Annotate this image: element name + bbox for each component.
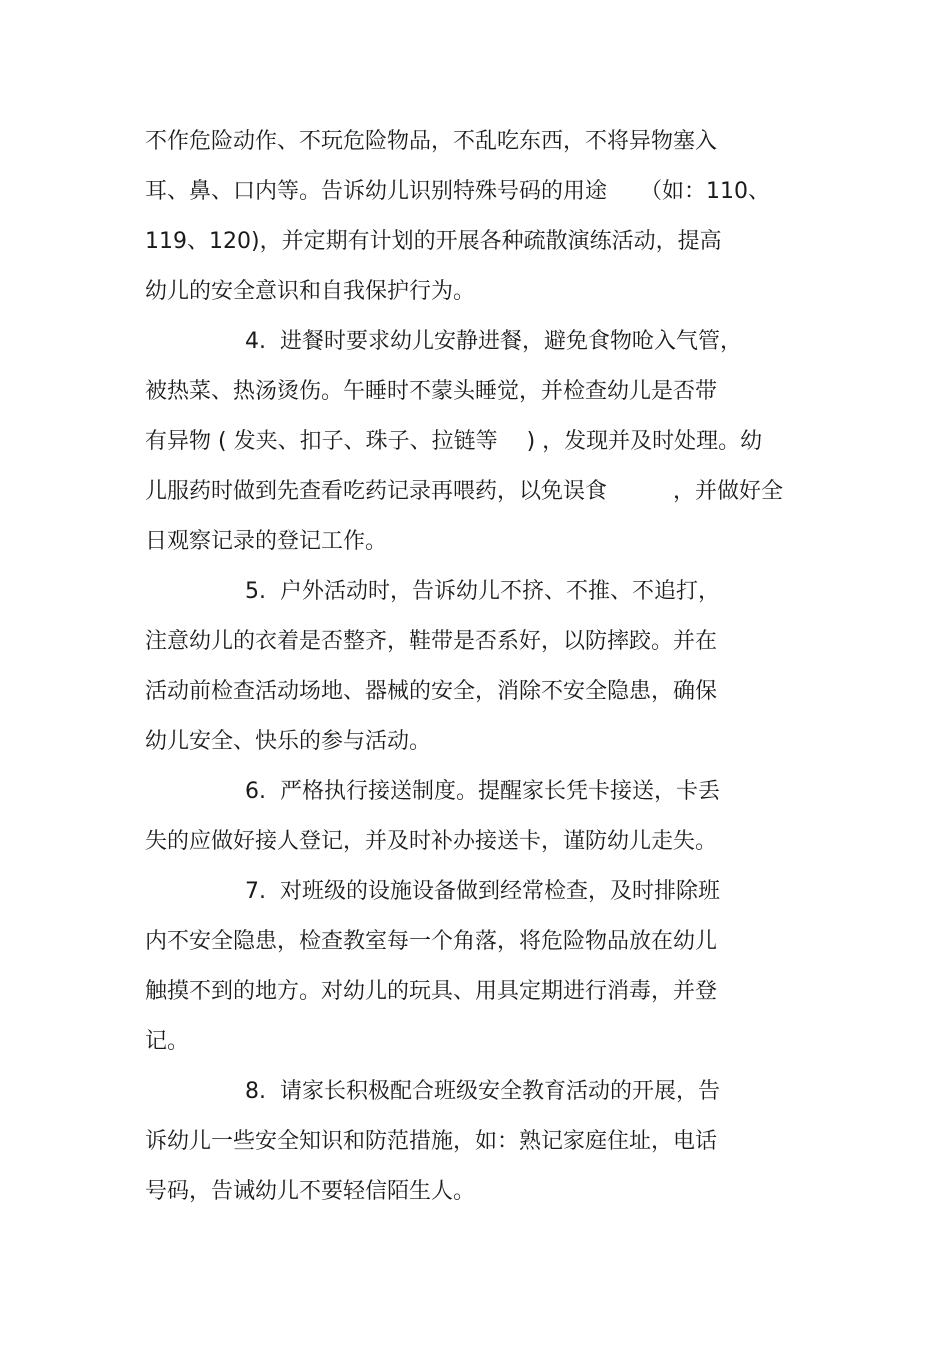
paragraph-line: 幼儿安全、快乐的参与活动。 (145, 729, 432, 754)
paragraph-line: 记。 (145, 1029, 190, 1054)
paragraph-line: 活动前检查活动场地、器械的安全，消除不安全隐患，确保 (145, 679, 718, 704)
paragraph-line: 被热菜、热汤烫伤。午睡时不蒙头睡觉，并检查幼儿是否带 (145, 379, 718, 404)
paragraph-line: 不作危险动作、不玩危险物品，不乱吃东西，不将异物塞入 (145, 129, 718, 154)
paragraph-line: 内不安全隐患，检查教室每一个角落，将危险物品放在幼儿 (145, 929, 718, 954)
paragraph-line: 失的应做好接人登记，并及时补办接送卡，谨防幼儿走失。 (145, 829, 718, 854)
paragraph-line: 号码，告诫幼儿不要轻信陌生人。 (145, 1179, 476, 1204)
paragraph-line: 日观察记录的登记工作。 (145, 529, 388, 554)
list-item-4: 4. 进餐时要求幼儿安静进餐，避免食物呛入气管， (245, 329, 742, 354)
list-item-7: 7. 对班级的设施设备做到经常检查，及时排除班 (245, 879, 720, 904)
paragraph-line: 119、120)，并定期有计划的开展各种疏散演练活动，提高 (145, 229, 722, 254)
list-item-6: 6. 严格执行接送制度。提醒家长凭卡接送，卡丢 (245, 779, 720, 804)
paragraph-line: 诉幼儿一些安全知识和防范措施，如：熟记家庭住址，电话 (145, 1129, 718, 1154)
paragraph-line: 有异物 ( 发夹、扣子、珠子、拉链等 ) ，发现并及时处理。幼 (145, 429, 763, 454)
paragraph-line: 注意幼儿的衣着是否整齐，鞋带是否系好，以防摔跤。并在 (145, 629, 718, 654)
paragraph-line: 耳、鼻、口内等。告诉幼儿识别特殊号码的用途 （如：110、 (145, 179, 770, 204)
paragraph-line: 幼儿的安全意识和自我保护行为。 (145, 279, 476, 304)
list-item-5: 5. 户外活动时，告诉幼儿不挤、不推、不追打， (245, 579, 720, 604)
list-item-8: 8. 请家长积极配合班级安全教育活动的开展，告 (245, 1079, 720, 1104)
paragraph-line: 儿服药时做到先查看吃药记录再喂药，以免误食 ，并做好全 (145, 479, 784, 504)
paragraph-line: 触摸不到的地方。对幼儿的玩具、用具定期进行消毒，并登 (145, 979, 718, 1004)
